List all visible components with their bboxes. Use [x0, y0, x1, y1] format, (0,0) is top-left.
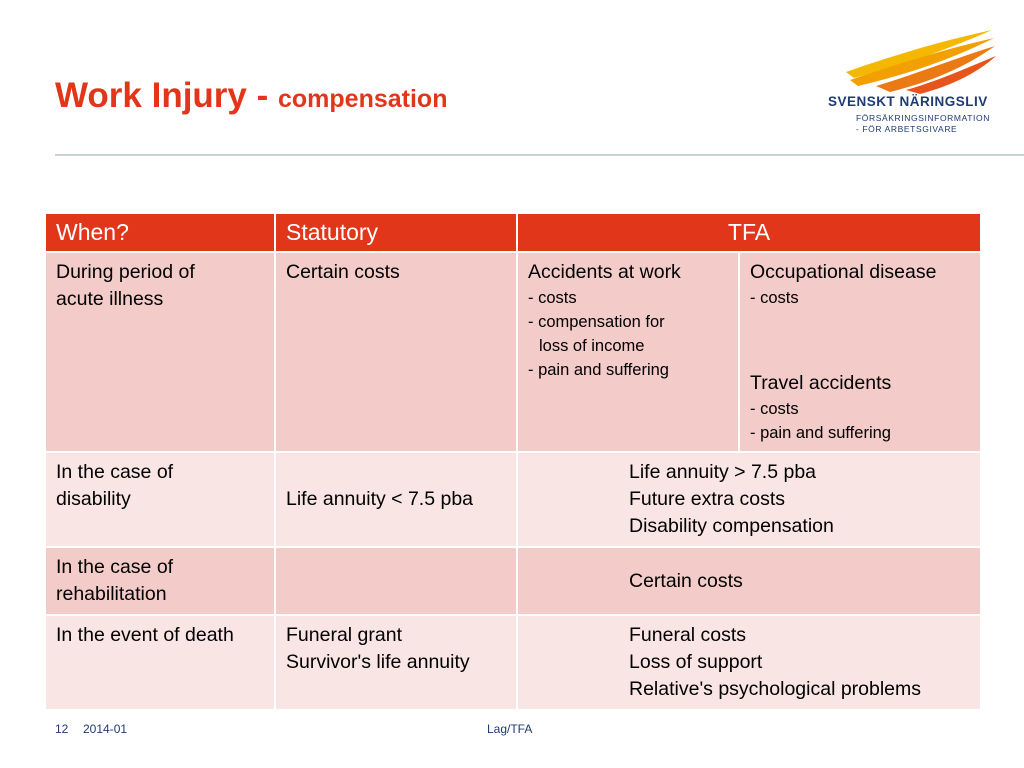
table-row-rehabilitation: [45, 547, 981, 615]
statutory-line: Funeral grant: [286, 624, 402, 646]
title-sub: compensation: [278, 85, 448, 113]
cell-tfa: [517, 547, 981, 615]
table-row-disability: [45, 452, 981, 547]
footer-date: 2014-01: [83, 722, 128, 736]
svenskt-naringsliv-logo: [826, 28, 1001, 138]
cell-tfa: [517, 615, 981, 710]
table-row-acute-illness: [45, 252, 981, 452]
tfa-right-title: Occupational disease: [750, 261, 937, 283]
tfa-left-item: - compensation for: [528, 313, 665, 331]
tfa-left-item: - costs: [528, 289, 577, 307]
header-statutory: Statutory: [275, 213, 517, 252]
cell-statutory: [275, 615, 517, 710]
title-main: Work Injury -: [55, 76, 278, 115]
cell-tfa-accidents: [517, 252, 739, 452]
logo-wings-icon: [846, 28, 996, 94]
tfa-right-item-2: - costs: [750, 400, 799, 418]
cell-when: [45, 252, 275, 452]
tfa-spacer: [750, 310, 970, 370]
tfa-line: Future extra costs: [629, 488, 786, 510]
footer-center-label: Lag/TFA: [487, 722, 533, 736]
logo-tagline-2: - FÖR ARBETSGIVARE: [856, 124, 958, 134]
tfa-left-title: Accidents at work: [528, 261, 681, 283]
cell-tfa: [517, 452, 981, 547]
tfa-line: Relative's psychological problems: [629, 678, 922, 700]
cell-statutory: Certain costs: [275, 252, 517, 452]
cell-when: [45, 615, 275, 710]
title-divider: [55, 154, 1024, 156]
cell-tfa-occupational: [739, 252, 981, 452]
tfa-line: Life annuity > 7.5 pba: [629, 461, 817, 483]
header-tfa: TFA: [517, 213, 981, 252]
logo-tagline: [856, 113, 990, 135]
tfa-line: Certain costs: [629, 569, 743, 592]
header-when: When?: [45, 213, 275, 252]
cell-statutory: Life annuity < 7.5 pba: [275, 452, 517, 547]
tfa-left-item: - pain and suffering: [528, 361, 669, 379]
tfa-line: Loss of support: [629, 651, 763, 673]
compensation-table: [44, 212, 982, 711]
when-line: disability: [56, 488, 131, 510]
logo-tagline-1: FÖRSÄKRINGSINFORMATION: [856, 113, 990, 123]
cell-statutory: [275, 547, 517, 615]
when-line: In the case of: [56, 461, 174, 483]
table-header-row: [45, 213, 981, 252]
tfa-line: Disability compensation: [629, 515, 834, 537]
tfa-right-title-2: Travel accidents: [750, 372, 892, 394]
cell-when: [45, 452, 275, 547]
when-line: In the event of death: [56, 624, 234, 646]
when-line: During period of: [56, 261, 195, 283]
logo-brand-text: SVENSKT NÄRINGSLIV: [828, 94, 988, 109]
when-line: In the case of: [56, 556, 174, 578]
tfa-right-item: - costs: [750, 289, 799, 307]
when-line: rehabilitation: [56, 583, 167, 605]
cell-when: [45, 547, 275, 615]
when-line: acute illness: [56, 288, 164, 310]
tfa-left-item: loss of income: [539, 337, 645, 355]
statutory-line: Survivor's life annuity: [286, 651, 470, 673]
tfa-line: Funeral costs: [629, 624, 747, 646]
tfa-right-item-2: - pain and suffering: [750, 424, 891, 442]
slide-title: [55, 76, 447, 116]
table-row-death: [45, 615, 981, 710]
footer-page-number: 12: [55, 722, 69, 736]
